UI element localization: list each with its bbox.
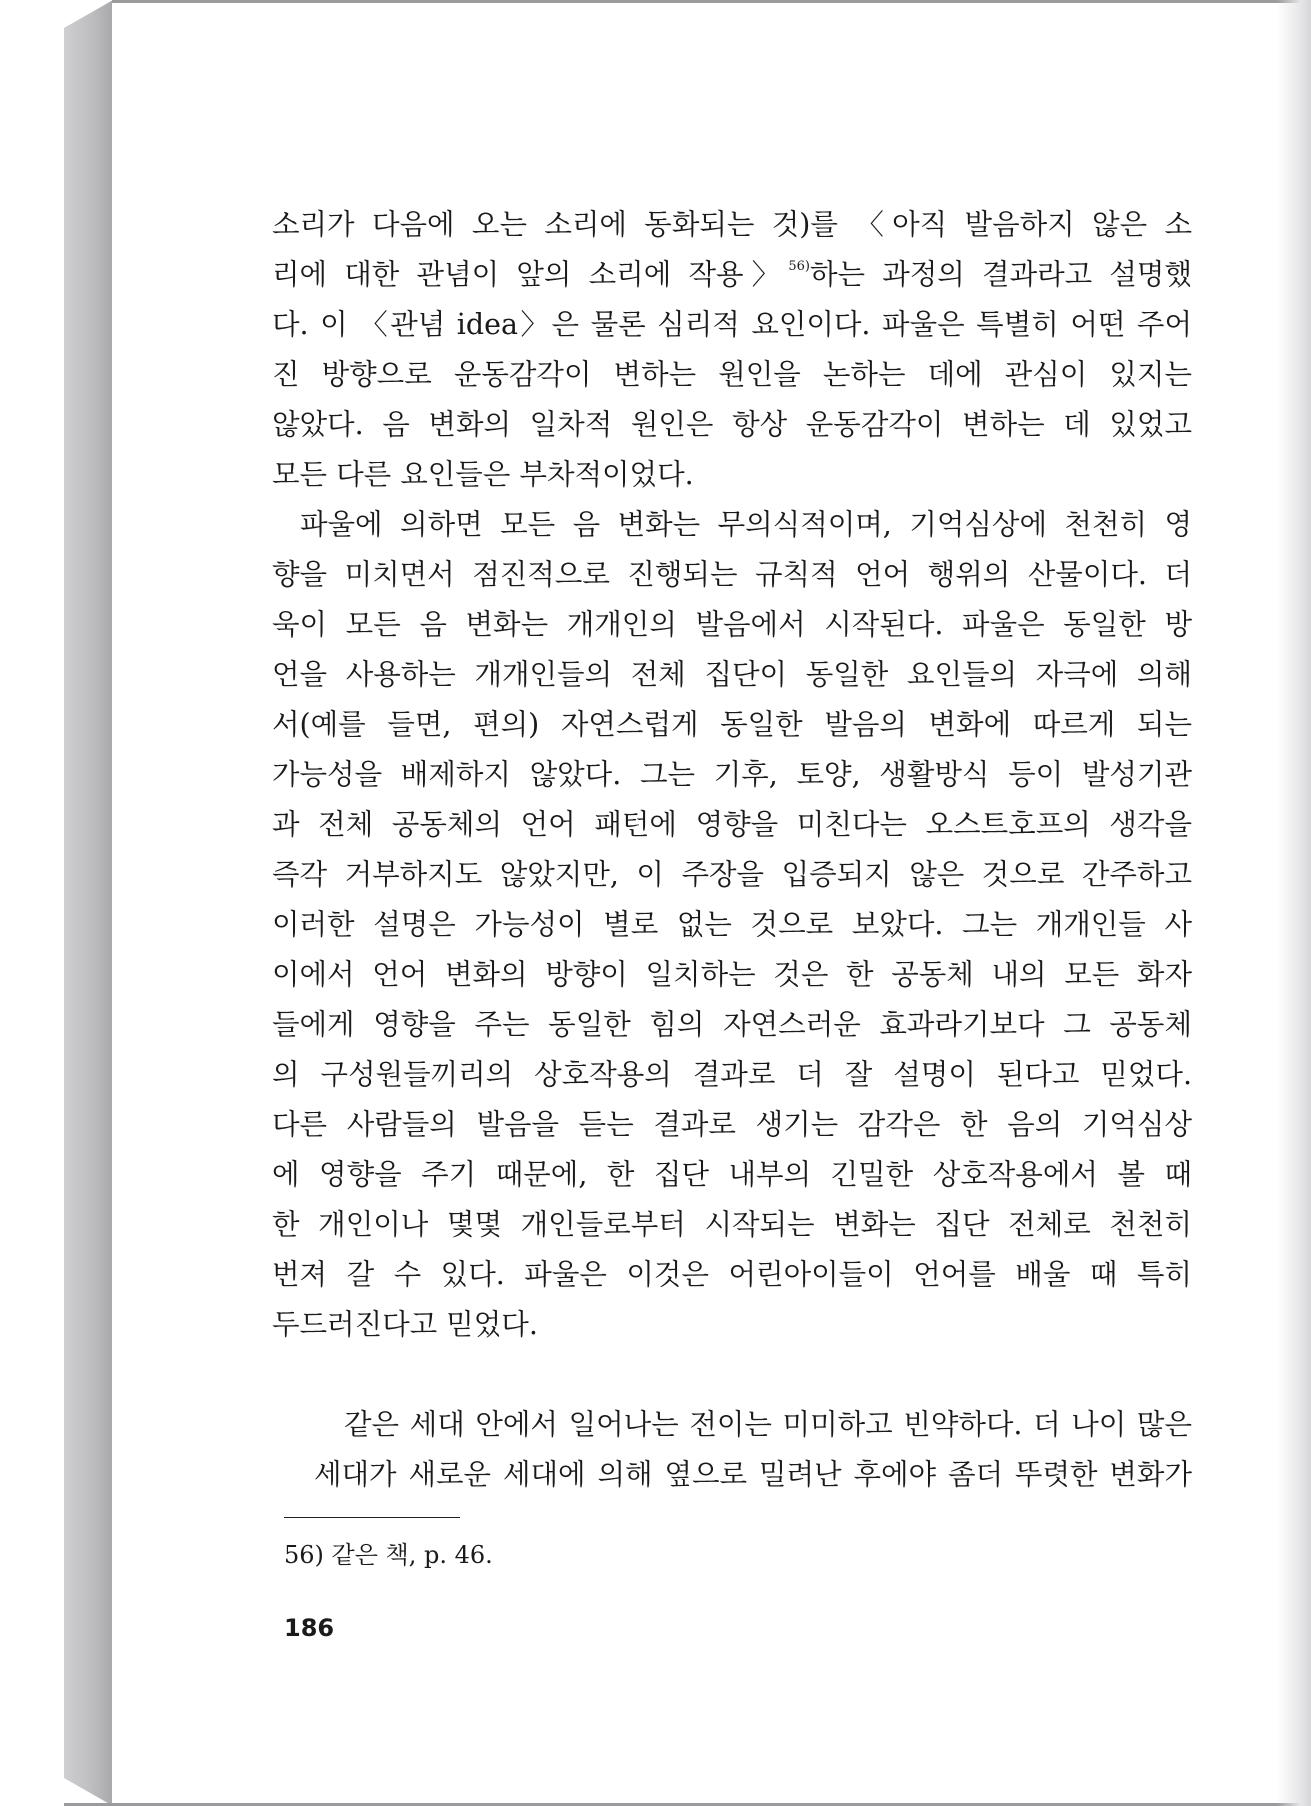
body-line: 즉각 거부하지도 않았지만, 이 주장을 입증되지 않은 것으로 간주하고 — [272, 858, 1192, 891]
body-line: 소리가 다음에 오는 소리에 동화되는 것)를 〈아직 발음하지 않은 소 — [272, 208, 1192, 241]
body-line: 향을 미치면서 점진적으로 진행되는 규칙적 언어 행위의 산물이다. 더 — [272, 558, 1192, 591]
body-line: 두드러진다고 믿었다. — [272, 1308, 538, 1341]
quote-line: 세대가 새로운 세대에 의해 옆으로 밀려난 후에야 좀더 뚜렷한 변화가 — [314, 1458, 1192, 1491]
body-line-head: 리에 대한 관념이 앞의 소리에 작용〉 — [272, 258, 789, 291]
body-line: 의 구성원들끼리의 상호작용의 결과로 더 잘 설명이 된다고 믿었다. — [272, 1058, 1192, 1091]
body-line — [272, 250, 1192, 300]
body-line: 이에서 언어 변화의 방향이 일치하는 것은 한 공동체 내의 모든 화자 — [272, 958, 1192, 991]
footnote: 56) 같은 책, p. 46. — [284, 1541, 493, 1569]
book-spine — [64, 0, 113, 1806]
body-line: 욱이 모든 음 변화는 개개인의 발음에서 시작된다. 파울은 동일한 방 — [272, 608, 1192, 641]
body-line: 이러한 설명은 가능성이 별로 없는 것으로 보았다. 그는 개개인들 사 — [272, 908, 1192, 941]
quote-block — [272, 1400, 1192, 1500]
body-line: 다른 사람들의 발음을 듣는 결과로 생기는 감각은 한 음의 기억심상 — [272, 1108, 1192, 1141]
body-line: 다. 이 〈관념 idea〉은 물론 심리적 요인이다. 파울은 특별히 어떤 주어 — [272, 308, 1192, 341]
body-line: 에 영향을 주기 때문에, 한 집단 내부의 긴밀한 상호작용에서 볼 때 — [272, 1158, 1192, 1191]
body-line: 한 개인이나 몇몇 개인들로부터 시작되는 변화는 집단 전체로 천천히 — [272, 1208, 1192, 1241]
page-edge-shadow — [1277, 0, 1311, 1806]
quote-line: 같은 세대 안에서 일어나는 전이는 미미하고 빈약하다. 더 나이 많은 — [344, 1408, 1192, 1441]
body-line: 언을 사용하는 개개인들의 전체 집단이 동일한 요인들의 자극에 의해 — [272, 658, 1192, 691]
body-line: 파울에 의하면 모든 음 변화는 무의식적이며, 기억심상에 천천히 영 — [300, 508, 1192, 541]
body-line: 않았다. 음 변화의 일차적 원인은 항상 운동감각이 변하는 데 있었고 — [272, 408, 1192, 441]
body-line: 모든 다른 요인들은 부차적이었다. — [272, 458, 694, 491]
body-line: 진 방향으로 운동감각이 변하는 원인을 논하는 데에 관심이 있지는 — [272, 358, 1192, 391]
body-line-tail: 하는 과정의 결과라고 설명했 — [809, 258, 1192, 291]
body-line: 가능성을 배제하지 않았다. 그는 기후, 토양, 생활방식 등이 발성기관 — [272, 758, 1192, 791]
body-line: 번져 갈 수 있다. 파울은 이것은 어린아이들이 언어를 배울 때 특히 — [272, 1258, 1192, 1291]
body-line: 서(예를 들면, 편의) 자연스럽게 동일한 발음의 변화에 따르게 되는 — [272, 708, 1192, 741]
footnote-marker: 56) — [788, 259, 810, 274]
body-line: 들에게 영향을 주는 동일한 힘의 자연스러운 효과라기보다 그 공동체 — [272, 1008, 1192, 1041]
body-text — [272, 200, 1192, 1350]
body-line: 과 전체 공동체의 언어 패턴에 영향을 미친다는 오스트호프의 생각을 — [272, 808, 1192, 841]
footnote-divider — [284, 1517, 460, 1518]
page-number: 186 — [284, 1614, 335, 1642]
